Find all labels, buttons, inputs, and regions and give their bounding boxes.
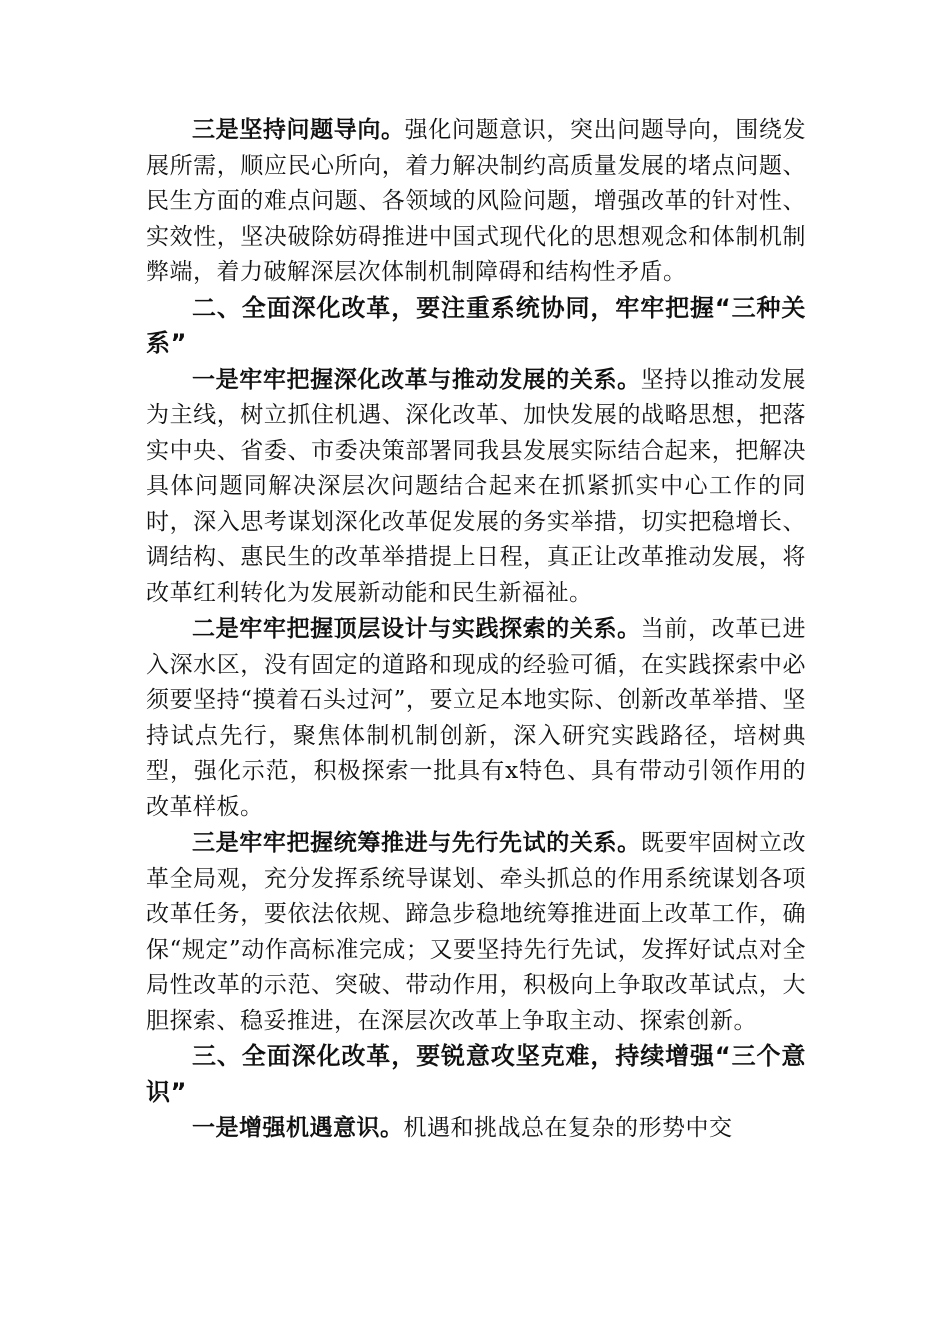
paragraph-top-design-and-practice [146, 611, 806, 825]
paragraph-text: 当前，改革已进入深水区，没有固定的道路和现成的经验可循，在实践探索中必须要坚持“摸着石头过河”，要立足本地实际、创新改革举措、坚持试点先行，聚焦体制机制创新，深入研究实践路径，培树典型，强化示范，积极探索一批具有x特色、具有带动引领作用的改革样板。 [146, 616, 807, 820]
section-heading-2: 二、全面深化改革，要注重系统协同，牢牢把握“三种关系” [146, 293, 806, 357]
paragraph-lead: 二是牢牢把握顶层设计与实践探索的关系。 [192, 615, 641, 642]
paragraph-text: 坚持以推动发展为主线，树立抓住机遇、深化改革、加快发展的战略思想，把落实中央、省委、市委决策部署同我县发展实际结合起来，把解决具体问题同解决深层次问题结合起来在抓紧抓实中心工作的同时，深入思考谋划深化改革促发展的务实举措，切实把稳增长、调结构、惠民生的改革举措提上日程，真正让改革推动发展，将改革红利转化为发展新动能和民生新福祉。 [146, 366, 807, 606]
paragraph-text: 机遇和挑战总在复杂的形势中交 [403, 1115, 733, 1141]
section-heading-3: 三、全面深化改革，要锐意攻坚克难，持续增强“三个意识” [146, 1042, 806, 1106]
paragraph-reform-and-development [146, 362, 806, 612]
paragraph-opportunity-awareness [146, 1110, 806, 1147]
document-page [146, 112, 806, 1147]
paragraph-problem-orientation [146, 112, 806, 291]
paragraph-lead: 一是增强机遇意识。 [192, 1114, 404, 1141]
paragraph-overall-and-pilot [146, 825, 806, 1039]
paragraph-text: 强化问题意识，突出问题导向，围绕发展所需，顺应民心所向，着力解决制约高质量发展的堵点问题、民生方面的难点问题、各领域的风险问题，增强改革的针对性、实效性，坚决破除妨碍推进中国式现代化的思想观念和体制机制弊端，着力破解深层次体制机制障碍和结构性矛盾。 [146, 117, 807, 285]
paragraph-lead: 三是坚持问题导向。 [192, 116, 405, 143]
paragraph-text: 既要牢固树立改革全局观，充分发挥系统导谋划、牵头抓总的作用系统谋划各项改革任务，要依法依规、蹄急步稳地统筹推进面上改革工作，确保“规定”动作高标准完成；又要坚持先行先试，发挥好试点对全局性改革的示范、突破、带动作用，积极向上争取改革试点，大胆探索、稳妥推进，在深层次改革上争取主动、探索创新。 [146, 830, 807, 1034]
paragraph-lead: 一是牢牢把握深化改革与推动发展的关系。 [192, 365, 641, 393]
paragraph-lead: 三是牢牢把握统筹推进与先行先试的关系。 [192, 829, 641, 856]
